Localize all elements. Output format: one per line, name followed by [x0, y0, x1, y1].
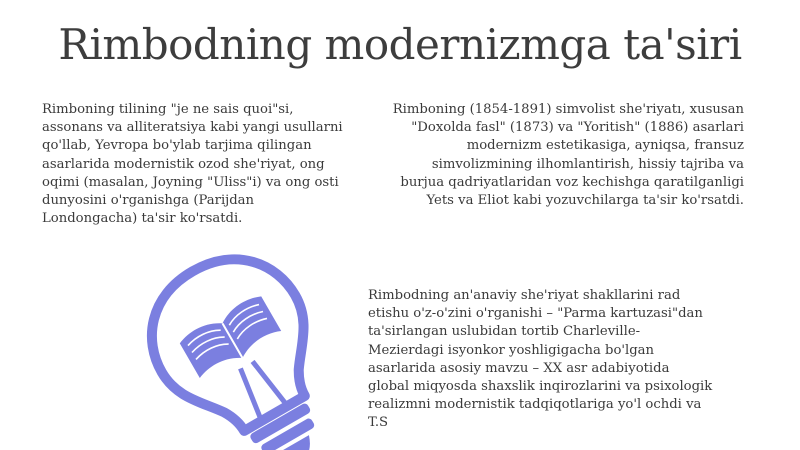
- paragraph-right: Rimboning (1854-1891) simvolist she'riyatı, xususan "Doxolda fasl" (1873) va "Yoritish" (1886) asarlari modernizm estetikasiga, ayniqsa, fransuz simvolizmining ilhomlantirish, hissiy tajriba va burjua qadriyatlaridan voz kechishga qaratilganligi Yets va Eliot kabi yozuvchilarga ta'sir ko'rsatdi.: [392, 102, 744, 209]
- lightbulb-with-books-icon: [140, 250, 330, 450]
- paragraph-bottom: Rimbodning an'anaviy she'riyat shakllarini rad etishu o'z-o'zini o'rganishi – "Parma kartuzasi"dan ta'sirlangan uslubidan tortib Charleville-Mezierdagi isyonkor yoshligigacha bo'lgan asarlarida asosiy mavzu – XX asr adabiyotida global miqyosda shaxslik inqirozlarini va psixologik realizmni modernistik tadqiqotlariga yo'l ochdi va T.S: [368, 288, 713, 431]
- paragraph-left: Rimboning tilining "je ne sais quoi"si, assonans va alliteratsiya kabi yangi usullarni qo'llab, Yevropa bo'ylab tarjima qilingan asarlarida modernistik ozod she'riyat, ong oqimi (masalan, Joyning "Uliss"i) va ong osti dunyosini o'rganishga (Parijdan Londongacha) ta'sir ko'rsatdi.: [42, 102, 343, 227]
- slide-title: Rimbodning modernizmga ta'siri: [58, 20, 742, 69]
